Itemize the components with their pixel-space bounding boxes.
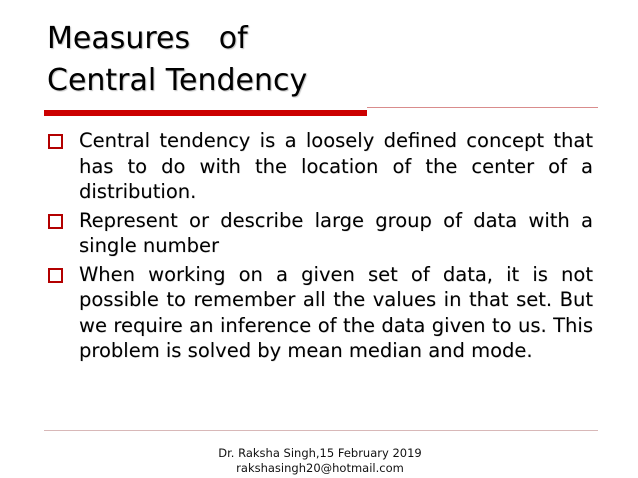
bullet-text: Central tendency is a loosely defined concept that has to do with the location of the center of a distribution. <box>79 129 593 203</box>
footer-divider <box>44 430 598 431</box>
bullet-item <box>48 208 593 259</box>
slide-footer <box>200 446 440 476</box>
checkbox-square-icon <box>48 268 63 283</box>
bullet-item <box>48 128 593 205</box>
footer-email: rakshasingh20@hotmail.com <box>236 461 404 475</box>
bullet-item <box>48 262 593 364</box>
checkbox-square-icon <box>48 134 63 149</box>
footer-author-date: Dr. Raksha Singh,15 February 2019 <box>218 446 422 460</box>
slide-title <box>47 18 607 102</box>
title-underline-thin <box>367 107 598 108</box>
checkbox-square-icon <box>48 214 63 229</box>
title-line-2: Central Tendency <box>47 63 308 98</box>
title-line-1: Measures of <box>47 21 248 56</box>
bullet-text: Represent or describe large group of data with a single number <box>79 208 593 257</box>
bullet-list <box>48 128 593 367</box>
title-underline-thick <box>44 110 367 116</box>
bullet-text: When working on a given set of data, it is not possible to remember all the values in that set. But we require an inference of the data given to us. This problem is solved by mean median and mode. <box>79 262 593 362</box>
